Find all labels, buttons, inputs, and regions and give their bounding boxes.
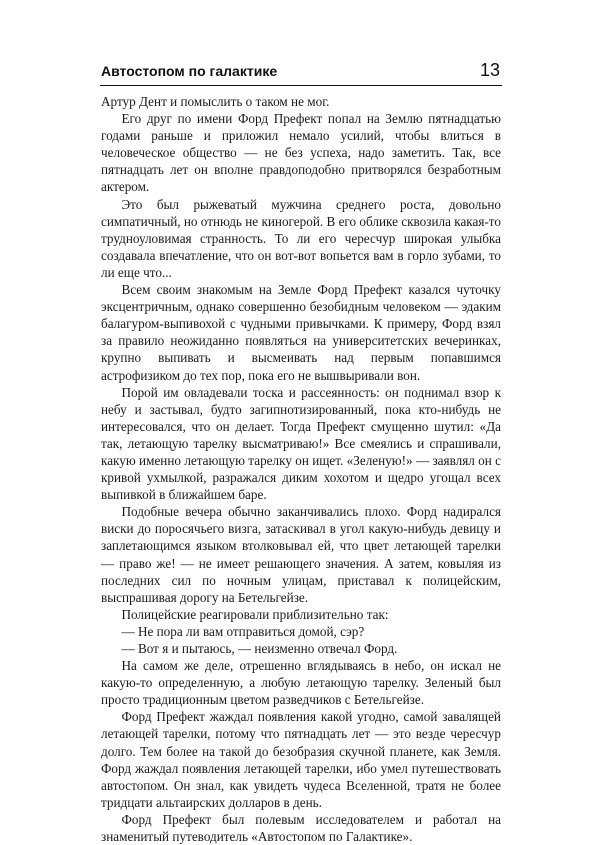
paragraph: На самом же деле, отрешенно вглядываясь в небо, он искал не какую-то определенную, а любую летающую тарелку. Зеленый был просто традиционным цветом разведчиков с Бетельгейзе. — [101, 658, 501, 708]
paragraph: Форд Префект жаждал появления какой угодно, самой завалящей летающей тарелки, потому что пятнадцать лет — это везде чересчур долго. Тем более на такой до безобразия скучной планете, как Земля. Форд жаждал появления летающей тарелки, ибо умел путешествовать автостопом. Он знал, как увидеть чудеса Вселенной, тратя не более тридцати альтаирских долларов в день. — [101, 709, 501, 810]
page-number: 13 — [479, 60, 500, 80]
dialogue-line: — Не пора ли вам отправиться домой, сэр? — [121, 623, 365, 639]
paragraph: Его друг по имени Форд Префект попал на Землю пятнадцатью годами раньше и приложил немало усилий, чтобы влиться в человеческое общество — не без успеха, надо заметить. Так, все пятнадцать лет он вполне правдоподобно притворялся безработным актером. — [101, 111, 501, 195]
paragraph: Подобные вечера обычно заканчивались плохо. Форд надирался виски до поросячьего визга, затаскивал в угол какую-нибудь девицу и заплетающимся языком втолковывал ей, что цвет летающей тарелки — право же! — не имеет решающего значения. А затем, ковыляя из последних сил по ночным улицам, приставал к полицейским, выспрашивая дорогу на Бетельгейзе. — [101, 504, 501, 605]
paragraph: Артур Дент и помыслить о таком не мог. — [101, 94, 330, 109]
paragraph: Форд Префект был полевым исследователем и работал на знаменитый путеводитель «Автостопом по Галактике». — [101, 811, 501, 845]
body-text — [101, 93, 501, 845]
running-title: Автостопом по галактике — [101, 63, 278, 79]
running-header — [100, 60, 502, 86]
paragraph: Всем своим знакомым на Земле Форд Префект казался чуточку эксцентричным, однако совершенно безобидным человеком — эдаким балагуром-выпивохой с чудными привычками. К примеру, Форд взял за правило неожиданно появляться на университетских вечеринках, крупно выпивать и высмеивать над первым попавшимся астрофизиком до тех пор, пока его не вышвыривали вон. — [101, 282, 501, 383]
paragraph: Порой им овладевали тоска и рассеянность: он поднимал взор к небу и застывал, будто загипнотизированный, пока кто-нибудь не интересовался, что он делает. Тогда Префект смущенно шутил: «Да так, летающую тарелку высматриваю!» Все смеялись и спрашивали, какую именно летающую тарелку он ищет. «Зеленую!» — заявлял он с кривой ухмылкой, разражался диким хохотом и щедро угощал всех выпивкой в ближайшем баре. — [101, 384, 501, 503]
header-rule — [100, 85, 502, 86]
dialogue-line: — Вот я и пытаюсь, — неизменно отвечал Форд. — [121, 641, 398, 656]
paragraph: Это был рыжеватый мужчина среднего роста, довольно симпатичный, но отнюдь не киногерой. В его облике сквозила какая-то трудноуловимая странность. То ли его чересчур широкая улыбка создавала впечатление, что он вот-вот вопьется вам в горло зубами, то ли еще что... — [101, 196, 501, 280]
paragraph: Полицейские реагировали приблизительно так: — [121, 606, 389, 622]
